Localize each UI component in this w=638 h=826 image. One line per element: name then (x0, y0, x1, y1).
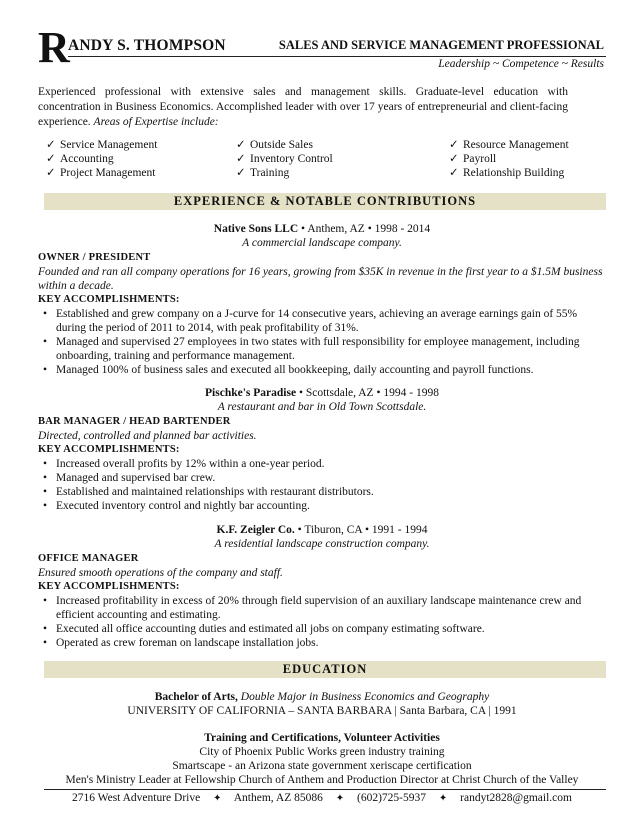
skill-item: ✓ Resource Management (449, 139, 569, 151)
company-description: A commercial landscape company. (242, 237, 402, 249)
list-item: • Managed and supervised 27 employees in two states with full responsibility for employee management, including onboarding, training and performance management. (38, 335, 606, 363)
checkmark-icon: ✓ (449, 167, 459, 179)
skill-item: ✓ Project Management (46, 167, 156, 179)
school-line: UNIVERSITY OF CALIFORNIA – SANTA BARBARA | Santa Barbara, CA | 1991 (127, 705, 517, 717)
city-state-zip: Anthem, AZ 85086 (233, 792, 323, 804)
list-item: • Executed inventory control and nightly bar accounting. (38, 499, 606, 513)
job-dates: 1994 - 1998 (383, 387, 439, 399)
skills-column-3 (449, 138, 569, 180)
bullet-separator: • (367, 223, 375, 235)
job-details (38, 552, 606, 650)
list-item: • Established and maintained relationships with restaurant distributors. (38, 485, 606, 499)
skills-column-2 (236, 138, 333, 180)
accomplishments-list (38, 457, 606, 513)
job-location: Tiburon, CA (304, 524, 363, 536)
skill-item: ✓ Outside Sales (236, 139, 313, 151)
job-header (38, 386, 606, 414)
job-dates: 1991 - 1994 (371, 524, 428, 536)
job-role: BAR MANAGER / HEAD BARTENDER (38, 416, 231, 427)
bullet-separator: • (297, 524, 305, 536)
cross-separator-icon: ✦ (335, 793, 345, 804)
company-description: A restaurant and bar in Old Town Scottsdale. (217, 401, 427, 413)
phone-number: (602)725-5937 (357, 792, 426, 804)
company-description: A residential landscape construction company. (214, 538, 430, 550)
training-item: City of Phoenix Public Works green industry training (199, 746, 445, 758)
role-description: Ensured smooth operations of the company and staff. (38, 567, 283, 579)
summary-text: Experienced professional with extensive sales and management skills. Graduate-level education with concentration in Business Economics. Accomplished leader with over 17 years of entrepreneurial and client-facing experience. (38, 86, 568, 128)
education-degree (38, 690, 606, 718)
job-location: Scottsdale, AZ (305, 387, 374, 399)
company-name: K.F. Zeigler Co. (216, 524, 295, 536)
skill-item: ✓ Payroll (449, 153, 497, 165)
list-item: • Increased overall profits by 12% within a one-year period. (38, 457, 606, 471)
tagline: Leadership ~ Competence ~ Results (438, 58, 604, 70)
skills-column-1 (46, 138, 157, 180)
list-item: • Operated as crew foreman on landscape installation jobs. (38, 636, 606, 650)
professional-title: SALES AND SERVICE MANAGEMENT PROFESSIONAL (278, 38, 604, 52)
role-description: Founded and ran all company operations for 16 years, growing from $35K in revenue in the first year to a $1.5M business within a decade. (38, 266, 603, 292)
checkmark-icon: ✓ (236, 153, 246, 165)
resume-header (38, 23, 606, 75)
training-item: Smartscape - an Arizona state government xeriscape certification (172, 760, 472, 772)
list-item: • Increased profitability in excess of 20% through field supervision of an auxiliary landscape maintenance crew and efficient accounting and estimating. (38, 594, 606, 622)
training-title: Training and Certifications, Volunteer Activities (204, 732, 440, 744)
list-item: • Managed and supervised bar crew. (38, 471, 606, 485)
job-location: Anthem, AZ (307, 223, 365, 235)
bullet-separator: • (364, 524, 372, 536)
role-description: Directed, controlled and planned bar activities. (38, 430, 257, 442)
accomplishments-list (38, 594, 606, 650)
experience-section-header: EXPERIENCE & NOTABLE CONTRIBUTIONS (44, 193, 606, 210)
email-address: randyt2828@gmail.com (460, 792, 572, 804)
footer-rule (44, 789, 606, 790)
job-dates: 1998 - 2014 (374, 223, 431, 235)
education-section-header: EDUCATION (44, 661, 606, 678)
key-accomplishments-label: KEY ACCOMPLISHMENTS: (38, 294, 180, 305)
list-item: • Managed 100% of business sales and executed all bookkeeping, daily accounting and payroll functions. (38, 363, 606, 377)
skill-item: ✓ Accounting (46, 153, 114, 165)
degree-major: Double Major in Business Economics and Geography (240, 691, 490, 703)
name-initial: R (38, 23, 70, 72)
skill-item: ✓ Training (236, 167, 290, 179)
areas-of-expertise-label: Areas of Expertise include: (93, 116, 219, 128)
bullet-separator: • (298, 387, 306, 399)
checkmark-icon: ✓ (46, 139, 56, 151)
checkmark-icon: ✓ (236, 139, 246, 151)
key-accomplishments-label: KEY ACCOMPLISHMENTS: (38, 581, 180, 592)
skill-item: ✓ Service Management (46, 139, 158, 151)
contact-footer (38, 791, 606, 805)
candidate-name: ANDY S. THOMPSON (68, 37, 226, 54)
training-section (38, 731, 606, 787)
cross-separator-icon: ✦ (438, 793, 448, 804)
job-details (38, 415, 606, 513)
checkmark-icon: ✓ (46, 153, 56, 165)
bullet-separator: • (376, 387, 384, 399)
skill-item: ✓ Relationship Building (449, 167, 565, 179)
bullet-separator: • (301, 223, 308, 235)
cross-separator-icon: ✦ (213, 793, 222, 804)
checkmark-icon: ✓ (449, 153, 459, 165)
degree-line (38, 690, 606, 704)
job-role: OWNER / PRESIDENT (38, 252, 151, 263)
job-details (38, 251, 606, 377)
company-name: Native Sons LLC (213, 223, 299, 235)
checkmark-icon: ✓ (449, 139, 459, 151)
list-item: • Executed all office accounting duties and estimated all jobs on company estimating software. (38, 622, 606, 636)
training-item: Men's Ministry Leader at Fellowship Church of Anthem and Production Director at Christ Church of the Valley (65, 774, 579, 786)
checkmark-icon: ✓ (236, 167, 246, 179)
summary-paragraph (38, 85, 568, 130)
job-role: OFFICE MANAGER (38, 553, 139, 564)
degree-name: Bachelor of Arts, (154, 691, 238, 703)
accomplishments-list (38, 307, 606, 377)
company-name: Pischke's Paradise (205, 387, 297, 399)
job-header (38, 222, 606, 250)
key-accomplishments-label: KEY ACCOMPLISHMENTS: (38, 444, 180, 455)
skill-item: ✓ Inventory Control (236, 153, 333, 165)
job-header (38, 523, 606, 551)
address: 2716 West Adventure Drive (72, 792, 201, 804)
checkmark-icon: ✓ (46, 167, 56, 179)
list-item: • Established and grew company on a J-curve for 14 consecutive years, achieving an average earnings gain of 55% during the period of 2011 to 2014, with peak profitability of 31%. (38, 307, 606, 335)
